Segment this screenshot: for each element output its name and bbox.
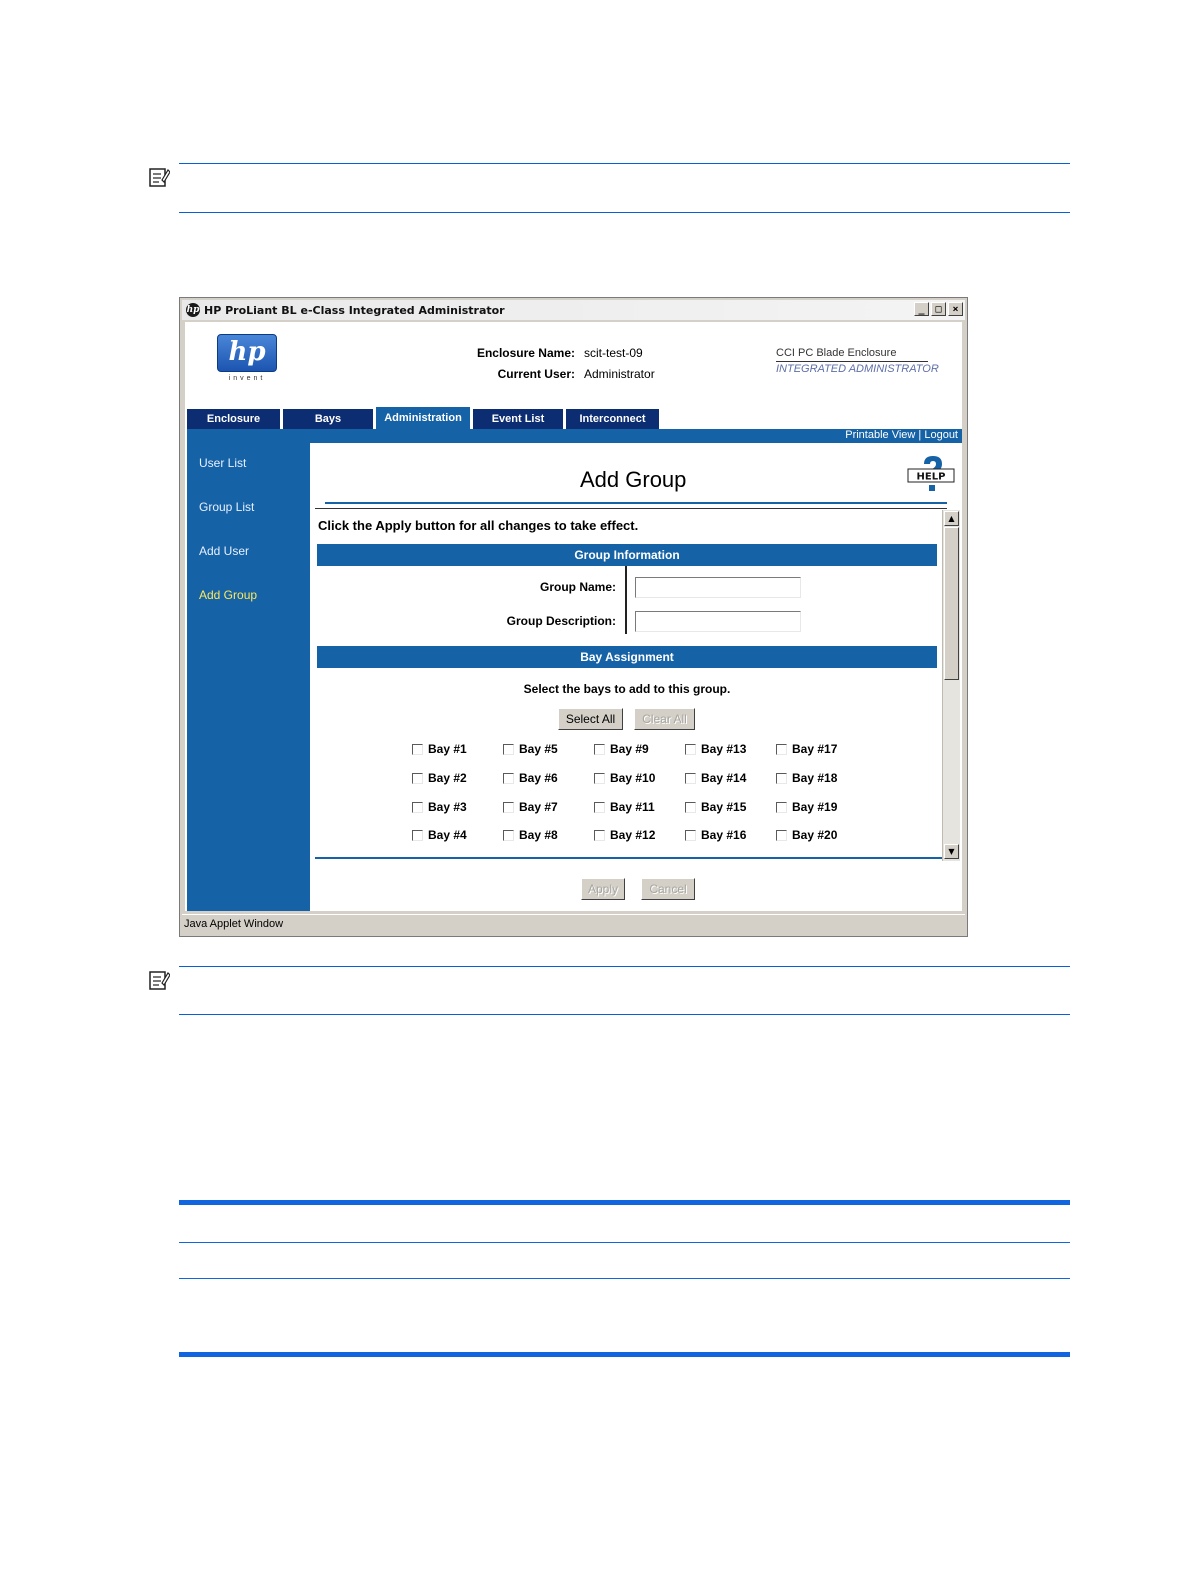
checkbox[interactable] [685, 744, 696, 755]
hp-small-logo-icon: hp [186, 305, 200, 315]
content-bottom-rule [315, 857, 942, 859]
bay-checkbox-15[interactable] [685, 800, 746, 814]
bay-label: Bay #15 [701, 800, 747, 814]
intro-text: Click the Apply button for all changes to take effect. [318, 518, 639, 533]
checkbox[interactable] [776, 773, 787, 784]
help-icon[interactable] [907, 454, 955, 498]
table-row-rule [179, 1242, 1070, 1243]
status-bar [182, 914, 965, 935]
hp-tagline: invent [228, 375, 266, 382]
clear-all-button[interactable]: Clear All [634, 708, 695, 730]
bay-label: Bay #18 [792, 771, 838, 785]
close-button[interactable]: × [948, 302, 963, 316]
minimize-button[interactable]: _ [914, 302, 929, 316]
content-frame-top [315, 508, 947, 509]
bay-label: Bay #2 [428, 771, 467, 785]
bay-checkbox-7[interactable] [503, 800, 558, 814]
bay-checkbox-8[interactable] [503, 828, 558, 842]
enclosure-name-label: Enclosure Name: [476, 346, 575, 360]
bay-label: Bay #5 [519, 742, 558, 756]
checkbox[interactable] [776, 802, 787, 813]
enclosure-name-value: scit-test-09 [584, 346, 643, 360]
note-bottom-rule [179, 212, 1070, 213]
checkbox[interactable] [685, 830, 696, 841]
scroll-down-arrow-icon[interactable]: ▼ [944, 844, 959, 859]
table-row-rule [179, 1278, 1070, 1279]
sidebar-item-add-group[interactable]: Add Group [199, 588, 258, 602]
title-underline [325, 502, 947, 504]
scroll-thumb[interactable] [944, 527, 959, 680]
bay-label: Bay #14 [701, 771, 747, 785]
bay-checkbox-5[interactable] [503, 742, 558, 756]
current-user-label: Current User: [497, 367, 575, 381]
bay-checkbox-11[interactable] [594, 800, 655, 814]
bay-select-hint: Select the bays to add to this group. [523, 682, 731, 696]
bay-checkbox-4[interactable] [412, 828, 467, 842]
checkbox[interactable] [503, 802, 514, 813]
note-bottom-rule [179, 1014, 1070, 1015]
vertical-scrollbar[interactable] [942, 510, 960, 861]
bay-label: Bay #13 [701, 742, 747, 756]
select-all-button[interactable]: Select All [558, 708, 623, 730]
bay-checkbox-18[interactable] [776, 771, 837, 785]
bay-assignment-header: Bay Assignment [317, 646, 937, 668]
checkbox[interactable] [503, 773, 514, 784]
maximize-button[interactable]: □ [931, 302, 946, 316]
bay-checkbox-3[interactable] [412, 800, 467, 814]
sidebar-item-user-list[interactable]: User List [199, 456, 247, 470]
checkbox[interactable] [503, 744, 514, 755]
bay-checkbox-17[interactable] [776, 742, 837, 756]
bay-label: Bay #6 [519, 771, 558, 785]
scroll-content [315, 510, 942, 861]
table-top-rule [179, 1200, 1070, 1205]
checkbox[interactable] [685, 802, 696, 813]
hp-logo: hp [217, 334, 277, 372]
tab-interconnect[interactable]: Interconnect [566, 409, 659, 429]
link-separator: | [918, 429, 922, 441]
checkbox[interactable] [594, 773, 605, 784]
note-icon [148, 969, 170, 991]
bay-label: Bay #17 [792, 742, 838, 756]
logout-link[interactable]: Logout [924, 429, 958, 441]
window-titlebar [182, 300, 965, 320]
bay-checkbox-14[interactable] [685, 771, 746, 785]
bay-checkbox-10[interactable] [594, 771, 655, 785]
bay-label: Bay #16 [701, 828, 747, 842]
current-user-value: Administrator [584, 367, 655, 381]
note-icon [148, 166, 170, 188]
brand-title: CCI PC Blade Enclosure [776, 347, 897, 359]
sidebar [187, 443, 310, 911]
checkbox[interactable] [776, 830, 787, 841]
group-name-label: Group Name: [539, 580, 616, 594]
apply-button[interactable]: Apply [581, 878, 625, 900]
tab-administration[interactable]: Administration [376, 407, 470, 429]
bay-checkbox-9[interactable] [594, 742, 649, 756]
note-top-rule [179, 163, 1070, 164]
bay-checkbox-2[interactable] [412, 771, 467, 785]
checkbox[interactable] [685, 773, 696, 784]
bay-label: Bay #9 [610, 742, 649, 756]
group-information-header: Group Information [317, 544, 937, 566]
form-divider [625, 566, 627, 634]
bay-label: Bay #7 [519, 800, 558, 814]
checkbox[interactable] [412, 773, 423, 784]
main-tabs [187, 409, 659, 429]
bay-checkbox-1[interactable] [412, 742, 467, 756]
cancel-button[interactable]: Cancel [641, 878, 695, 900]
bay-label: Bay #19 [792, 800, 838, 814]
bay-checkbox-6[interactable] [503, 771, 558, 785]
status-text: Java Applet Window [184, 918, 284, 930]
brand-divider [776, 361, 928, 362]
brand-subtitle: INTEGRATED ADMINISTRATOR [776, 363, 939, 375]
tab-event-list[interactable]: Event List [473, 409, 563, 429]
scroll-up-arrow-icon[interactable]: ▲ [944, 511, 959, 526]
checkbox[interactable] [776, 744, 787, 755]
bay-checkbox-16[interactable] [685, 828, 746, 842]
bay-checkbox-19[interactable] [776, 800, 837, 814]
note-top-rule [179, 966, 1070, 967]
bay-label: Bay #1 [428, 742, 467, 756]
bay-label: Bay #8 [519, 828, 558, 842]
top-link-bar [187, 429, 962, 443]
group-description-label: Group Description: [506, 614, 616, 628]
bay-checkbox-13[interactable] [685, 742, 746, 756]
help-label: HELP [916, 471, 946, 483]
bay-label: Bay #10 [610, 771, 656, 785]
bay-checkbox-12[interactable] [594, 828, 655, 842]
bay-label: Bay #4 [428, 828, 467, 842]
bay-label: Bay #3 [428, 800, 467, 814]
checkbox[interactable] [412, 802, 423, 813]
bay-checkbox-20[interactable] [776, 828, 837, 842]
bay-label: Bay #12 [610, 828, 656, 842]
bay-label: Bay #11 [610, 800, 655, 814]
checkbox[interactable] [412, 744, 423, 755]
checkbox[interactable] [412, 830, 423, 841]
page-title: Add Group [580, 467, 687, 492]
group-name-input[interactable] [635, 577, 801, 598]
sidebar-item-add-user[interactable]: Add User [199, 544, 250, 558]
bay-label: Bay #20 [792, 828, 838, 842]
checkbox[interactable] [594, 802, 605, 813]
applet-window [179, 297, 968, 937]
tab-bays[interactable]: Bays [283, 409, 373, 429]
printable-view-link[interactable]: Printable View [845, 429, 916, 441]
checkbox[interactable] [503, 830, 514, 841]
checkbox[interactable] [594, 744, 605, 755]
applet-client-area [185, 322, 962, 911]
window-title: HP ProLiant BL e-Class Integrated Administrator [204, 303, 505, 317]
checkbox[interactable] [594, 830, 605, 841]
tab-enclosure[interactable]: Enclosure [187, 409, 280, 429]
sidebar-item-group-list[interactable]: Group List [199, 500, 255, 514]
group-description-input[interactable] [635, 611, 801, 632]
table-bottom-rule [179, 1352, 1070, 1357]
